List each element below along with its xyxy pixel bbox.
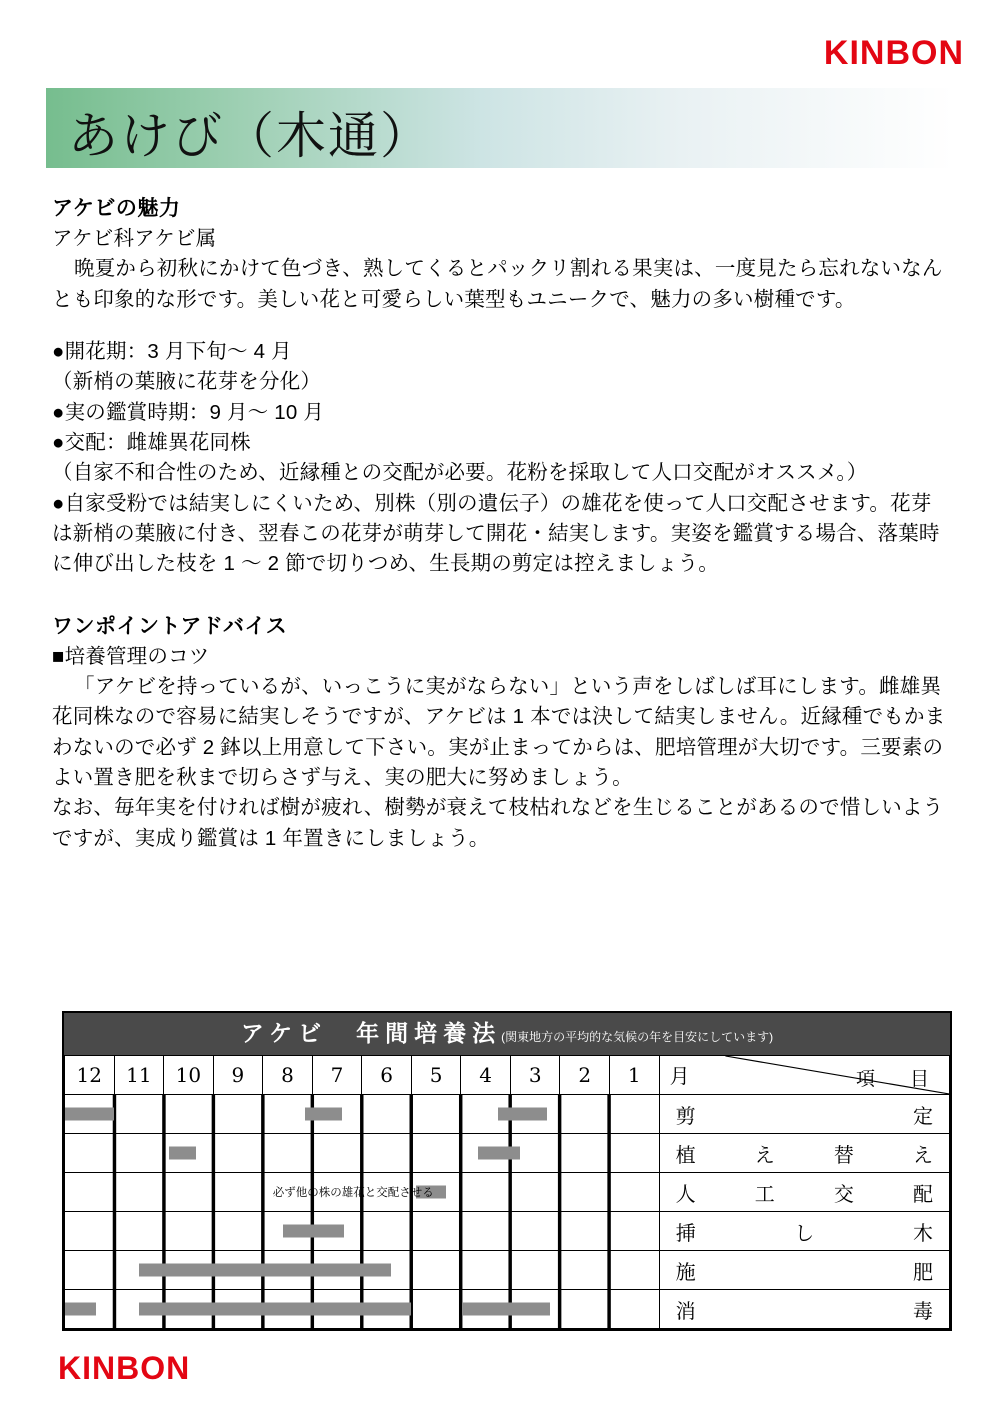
month-header-2: 2 <box>560 1056 610 1095</box>
care-bar <box>478 1147 520 1160</box>
month-header-5: 5 <box>411 1056 461 1095</box>
care-bar <box>139 1264 391 1277</box>
care-note: 必ず他の株の雄花と交配させる <box>272 1187 434 1199</box>
care-bar <box>463 1303 550 1316</box>
pollination-paragraph: ●自家受粉では結実しにくいため、別株（別の遺伝子）の雄花を使って人口交配させます。花芽は新梢の葉腋に付き、翌春この花芽が萌芽して開花・結実します。実姿を鑑賞する場合、落葉時に伸び出した枝を 1 〜 2 節で切りつめ、生長期の剪定は控えましょう。 <box>52 491 940 576</box>
fact-pollination-note: （自家不和合性のため、近縁種との交配が必要。花粉を採取して人口交配がオススメ。） <box>52 461 868 485</box>
care-bar <box>139 1303 411 1316</box>
month-header-3: 3 <box>510 1056 560 1095</box>
advice-paragraph-2: なお、毎年実を付ければ樹が疲れ、樹勢が衰えて枝枯れなどを生じることがあるので惜しいようですが、実成り鑑賞は 1 年置きにしましょう。 <box>52 796 944 850</box>
month-header-8: 8 <box>263 1056 313 1095</box>
table-row <box>65 1134 950 1173</box>
care-track-5 <box>65 1290 660 1329</box>
care-bar <box>65 1303 96 1316</box>
care-bar <box>169 1147 196 1160</box>
section-heading-charm: アケビの魅力 <box>52 197 181 220</box>
annual-care-table <box>62 1011 952 1331</box>
charm-paragraph: 晩夏から初秋にかけて色づき、熟してくるとパックリ割れる果実は、一度見たら忘れないなんとも印象的な形です。美しい花と可愛らしい葉型もユニークで、魅力の多い樹種です。 <box>52 257 943 311</box>
brand-logo-top: KINBON <box>823 34 964 72</box>
brand-logo-bottom: KINBON <box>58 1350 191 1386</box>
care-row-label-4: 施 肥 <box>659 1251 949 1290</box>
care-bar <box>498 1108 547 1121</box>
care-row-label-0: 剪 定 <box>659 1095 949 1134</box>
care-bar <box>305 1108 342 1121</box>
advice-subheading: ■培養管理のコツ <box>52 644 210 668</box>
care-calendar <box>64 1055 950 1329</box>
care-track-0 <box>65 1095 660 1134</box>
month-header-10: 10 <box>164 1056 214 1095</box>
section-heading-advice: ワンポイントアドバイス <box>52 614 288 638</box>
fact-fruit-view-period: ●実の鑑賞時期：9 月〜 10 月 <box>52 400 325 424</box>
fact-pollination-type: ●交配：雌雄異花同株 <box>52 430 251 454</box>
family-line: アケビ科アケビ属 <box>52 227 217 250</box>
fact-bloom-period: ●開花期：3 月下旬〜 4 月 <box>52 339 292 363</box>
care-row-label-1: 植 え 替 え <box>659 1134 949 1173</box>
care-track-2 <box>65 1173 660 1212</box>
care-row-label-2: 人 工 交 配 <box>659 1173 949 1212</box>
table-subtitle: (関東地方の平均的な気候の年を目安にしています) <box>501 1030 774 1044</box>
month-header-6: 6 <box>362 1056 412 1095</box>
advice-paragraph-1: 「アケビを持っているが、いっこうに実がならない」という声をしばしば耳にします。雌雄異花同株なので容易に結実しそうですが、アケビは 1 本では決して結実しません。近縁種でもかまわないので必ず 2 鉢以上用意して下さい。実が止まってからは、肥培管理が大切です。三要素のよい置き肥を秋まで切らさず与え、実の肥大に努めましょう。 <box>52 674 946 789</box>
month-header-9: 9 <box>213 1056 263 1095</box>
month-header-7: 7 <box>312 1056 362 1095</box>
table-row <box>65 1290 950 1329</box>
table-row <box>65 1095 950 1134</box>
table-title: アケビ 年間培養法 <box>240 1020 502 1047</box>
fact-bud-note: （新梢の葉腋に花芽を分化） <box>52 370 322 394</box>
month-header-1: 1 <box>610 1056 660 1095</box>
table-title-bar <box>64 1013 950 1055</box>
calendar-corner-cell: 月 項 目 <box>659 1056 949 1095</box>
table-row <box>65 1173 950 1212</box>
month-header-11: 11 <box>114 1056 164 1095</box>
table-row <box>65 1251 950 1290</box>
care-track-1 <box>65 1134 660 1173</box>
article-body <box>52 192 952 854</box>
care-row-label-3: 挿 し 木 <box>659 1212 949 1251</box>
care-row-label-5: 消 毒 <box>659 1290 949 1329</box>
care-track-3 <box>65 1212 660 1251</box>
care-bar <box>283 1225 345 1238</box>
month-header-12: 12 <box>65 1056 115 1095</box>
care-bar <box>65 1108 114 1121</box>
month-header-4: 4 <box>461 1056 511 1095</box>
calendar-header-row <box>65 1056 950 1095</box>
care-track-4 <box>65 1251 660 1290</box>
table-row <box>65 1212 950 1251</box>
page-title: あけび（木通） <box>68 107 432 165</box>
